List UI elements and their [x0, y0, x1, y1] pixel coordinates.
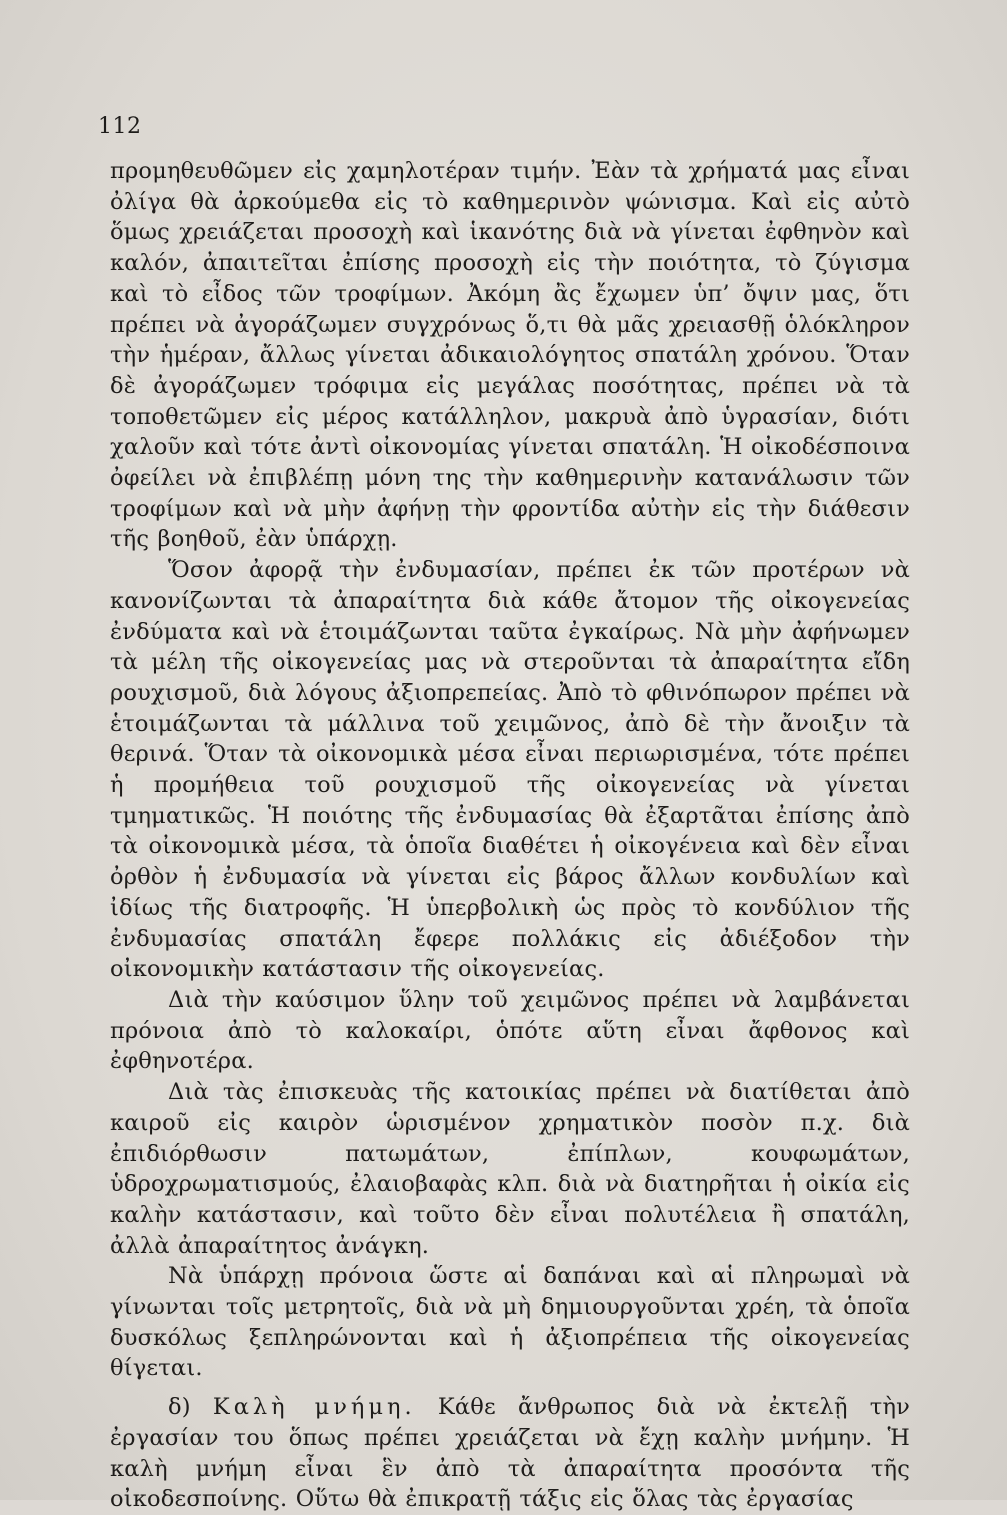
- section-heading: Καλὴ μνήμη.: [212, 1394, 416, 1421]
- paragraph-repairs: Διὰ τὰς ἐπισκευὰς τῆς κατοικίας πρέπει νὰ διατίθεται ἀπὸ καιροῦ εἰς καιρὸν ὡρισμένον χρηματικὸν ποσὸν π.χ. διὰ ἐπιδιόρθωσιν πατωμάτων, ἐπίπλων, κουφωμάτων, ὑδροχρωματισμούς, ἐλαιοβαφὰς κλπ. διὰ νὰ διατηρῆται ἡ οἰκία εἰς καλὴν κατάστασιν, καὶ τοῦτο δὲν εἶναι πολυτέλεια ἢ σπατάλη, ἀλλὰ ἀπαραίτητος ἀνάγκη.: [110, 1079, 910, 1259]
- body-text: [110, 156, 910, 1515]
- paragraph-fuel: Διὰ τὴν καύσιμον ὕλην τοῦ χειμῶνος πρέπει νὰ λαμβάνεται πρόνοια ἀπὸ τὸ καλοκαίρι, ὁπότε αὕτη εἶναι ἄφθονος καὶ ἐφθηνοτέρα.: [110, 986, 910, 1075]
- paragraph-payments: Νὰ ὑπάρχῃ πρόνοια ὥστε αἱ δαπάναι καὶ αἱ πληρωμαὶ νὰ γίνωνται τοῖς μετρητοῖς, διὰ νὰ μὴ δημιουργοῦνται χρέη, τὰ ὁποῖα δυσκόλως ξεπληρώνονται καὶ ἡ ἀξιοπρέπεια τῆς οἰκογενείας θίγεται.: [110, 1263, 910, 1382]
- page-number: 112: [98, 114, 142, 139]
- paragraph-clothing: Ὅσον ἀφορᾷ τὴν ἐνδυμασίαν, πρέπει ἐκ τῶν προτέρων νὰ κανονίζωνται τὰ ἀπαραίτητα διὰ κάθε ἄτομον τῆς οἰκογενείας ἐνδύματα καὶ νὰ ἑτοιμάζωνται ταῦτα ἐγκαίρως. Νὰ μὴν ἀφήνωμεν τὰ μέλη τῆς οἰκογενείας μας νὰ στεροῦνται τὰ ἀπαραίτητα εἴδη ρουχισμοῦ, διὰ λόγους ἀξιοπρεπείας. Ἀπὸ τὸ φθινόπωρον πρέπει νὰ ἑτοιμάζωνται τὰ μάλλινα τοῦ χειμῶνος, ἀπὸ δὲ τὴν ἄνοιξιν τὰ θερινά. Ὅταν τὰ οἰκονομικὰ μέσα εἶναι περιωρισμένα, τότε πρέπει ἡ προμήθεια τοῦ ρουχισμοῦ τῆς οἰκογενείας νὰ γίνεται τμηματικῶς. Ἡ ποιότης τῆς ἐνδυμασίας θὰ ἐξαρτᾶται ἐπίσης ἀπὸ τὰ οἰκονομικὰ μέσα, τὰ ὁποῖα διαθέτει ἡ οἰκογένεια καὶ δὲν εἶναι ὀρθὸν ἡ ἐνδυμασία νὰ γίνεται εἰς βάρος ἄλλων κονδυλίων καὶ ἰδίως τῆς διατροφῆς. Ἡ ὑπερβολικὴ ὡς πρὸς τὸ κονδύλιον τῆς ἐνδυμασίας σπατάλη ἔφερε πολλάκις εἰς ἀδιέξοδον τὴν οἰκονομικὴν κατάστασιν τῆς οἰκογενείας.: [110, 557, 910, 983]
- section-label: δ): [168, 1394, 191, 1421]
- section-text: Κάθε ἄνθρωπος διὰ νὰ ἐκτελῇ τὴν ἐργασίαν του ὅπως πρέπει χρειάζεται νὰ ἔχῃ καλὴν μνήμην. Ἡ καλὴ μνήμη εἶναι ἓν ἀπὸ τὰ ἀπαραίτητα προσόντα τῆς οἰκοδεσποίνης. Οὕτω θὰ ἐπικρατῇ τάξις εἰς ὅλας τὰς ἐργασίας: [110, 1394, 910, 1513]
- paragraph-memory: [110, 1392, 910, 1515]
- paragraph-provisions: προμηθευθῶμεν εἰς χαμηλοτέραν τιμήν. Ἐὰν τὰ χρήματά μας εἶναι ὀλίγα θὰ ἀρκούμεθα εἰς τὸ καθημερινὸν ψώνισμα. Καὶ εἰς αὐτὸ ὅμως χρειάζεται προσοχὴ καὶ ἱκανότης διὰ νὰ γίνεται ἐφθηνὸν καὶ καλόν, ἀπαιτεῖται ἐπίσης προσοχὴ εἰς τὴν ποιότητα, τὸ ζύγισμα καὶ τὸ εἶδος τῶν τροφίμων. Ἀκόμη ἂς ἔχωμεν ὑπ’ ὄψιν μας, ὅτι πρέπει νὰ ἀγοράζωμεν συγχρόνως ὅ,τι θὰ μᾶς χρειασθῇ ὁλόκληρον τὴν ἡμέραν, ἄλλως γίνεται ἀδικαιολόγητος σπατάλη χρόνου. Ὅταν δὲ ἀγοράζωμεν τρόφιμα εἰς μεγάλας ποσότητας, πρέπει νὰ τὰ τοποθετῶμεν εἰς μέρος κατάλληλον, μακρυὰ ἀπὸ ὑγρασίαν, διότι χαλοῦν καὶ τότε ἀντὶ οἰκονομίας γίνεται σπατάλη. Ἡ οἰκοδέσποινα ὀφείλει νὰ ἐπιβλέπῃ μόνη της τὴν καθημερινὴν κατανάλωσιν τῶν τροφίμων καὶ νὰ μὴν ἀφήνῃ τὴν φροντίδα αὐτὴν εἰς τὴν διάθεσιν τῆς βοηθοῦ, ἐὰν ὑπάρχῃ.: [110, 158, 910, 553]
